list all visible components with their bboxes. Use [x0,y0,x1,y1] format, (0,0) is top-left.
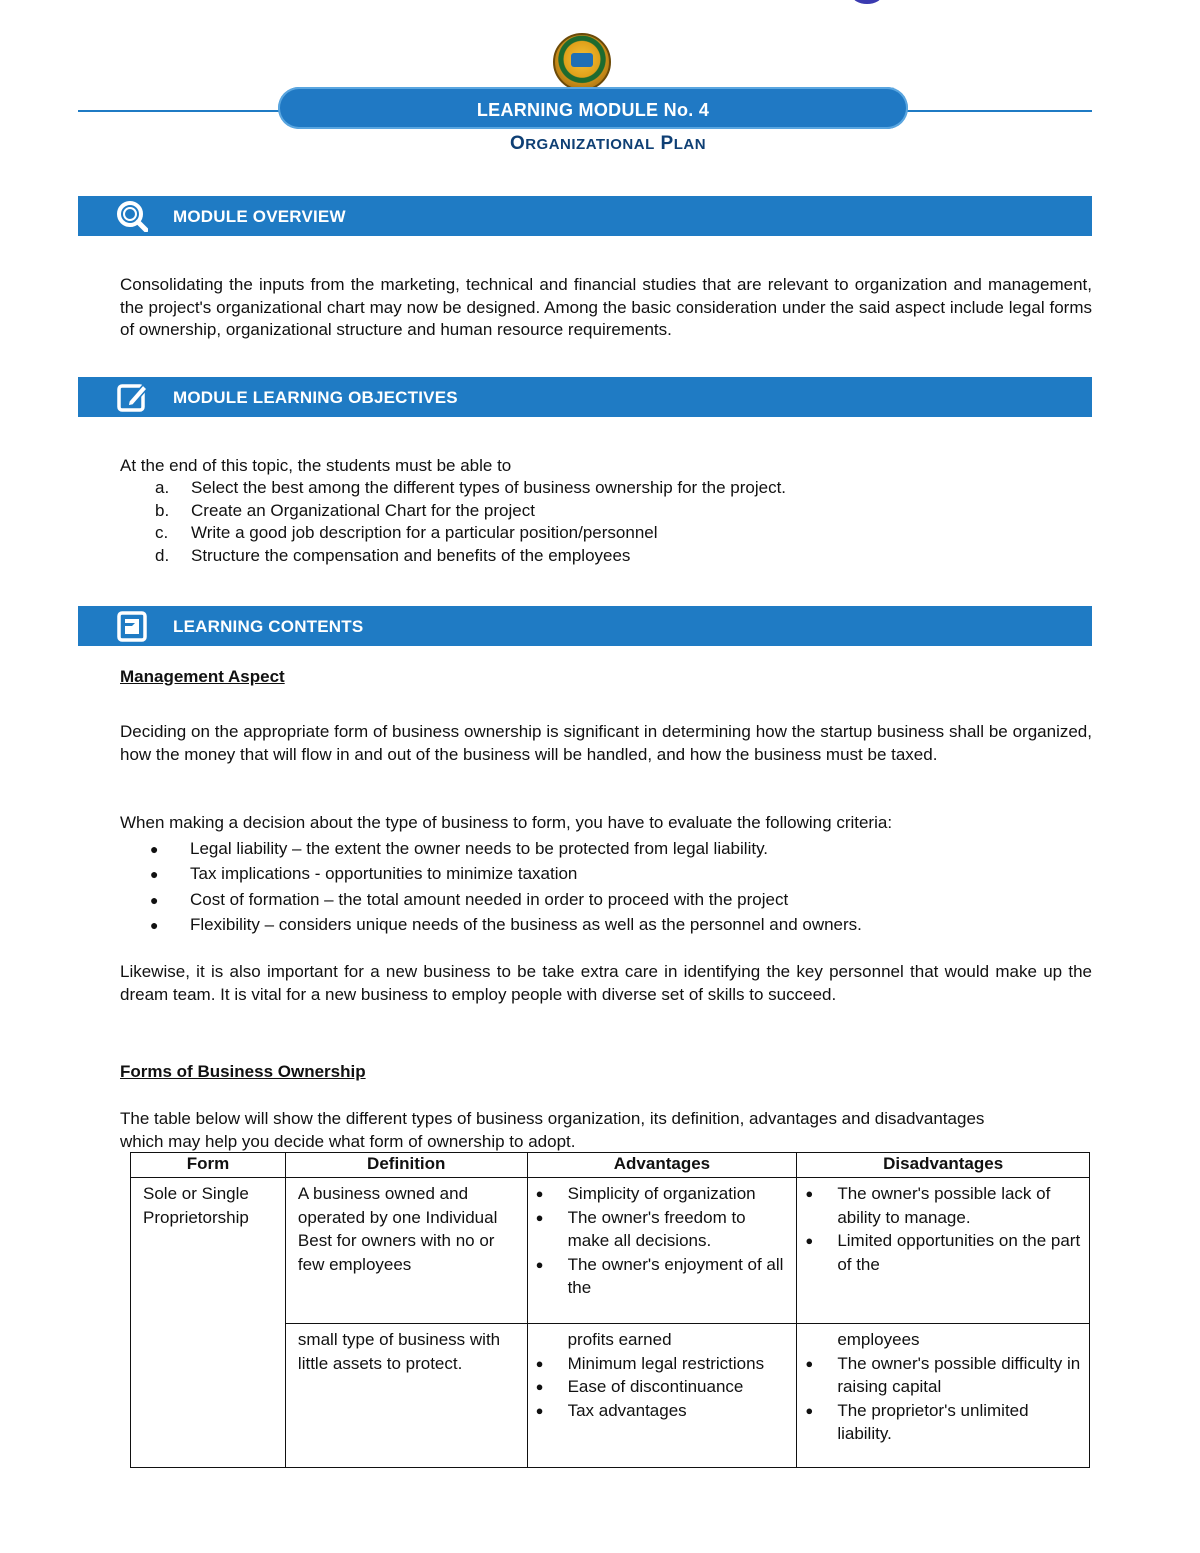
list-item: c. Write a good job description for a particular position/personnel [155,523,658,542]
column-header: Definition [285,1153,527,1178]
list-item: ● The proprietor's unlimited liability. [805,1400,1029,1443]
list-item: b. Create an Organizational Chart for the project [155,500,535,520]
column-header: Disadvantages [797,1153,1090,1178]
form-cell: Sole or Single Proprietorship [131,1178,286,1468]
forms-heading: Forms of Business Ownership [120,1062,366,1081]
corner-decoration [852,0,882,4]
list-item: ● The owner's possible difficulty in raising capital [805,1353,1081,1396]
list-item-continued: employees [837,1330,920,1349]
section-label-objectives: MODULE LEARNING OBJECTIVES [173,388,458,407]
list-item: ● Tax implications - opportunities to minimize taxation [150,864,578,884]
definition-cell: A business owned and operated by one Individual Best for owners with no or few employees [285,1178,527,1324]
definition-cell: small type of business with little assets to protect. [285,1324,527,1468]
document-icon [116,610,148,642]
column-header: Advantages [527,1153,797,1178]
table-row [131,1178,1090,1324]
disadvantages-cell [797,1324,1090,1468]
section-label-overview: MODULE OVERVIEW [173,207,346,226]
list-item: ● Ease of discontinuance [535,1377,744,1396]
list-item: ● Simplicity of organization [535,1184,756,1203]
management-paragraph-2: When making a decision about the type of business to form, you have to evaluate the following criteria: [120,813,893,832]
university-seal-logo [553,33,611,91]
forms-intro: The table below will show the different types of business organization, its definition, advantages and disadvantages which may help you decide what form of ownership to adopt. [120,1109,985,1151]
module-number: LEARNING MODULE No. 4 [476,100,710,120]
header-rule-right [898,110,1092,112]
list-item: ● Tax advantages [535,1400,687,1420]
advantages-cell [527,1178,797,1324]
list-item: ● Flexibility – considers unique needs of the business as well as the personnel and owners. [150,915,862,935]
column-header: Form [131,1153,286,1178]
section-bar-objectives [78,377,1092,417]
management-heading: Management Aspect [120,667,285,686]
list-item: ● Cost of formation – the total amount needed in order to proceed with the project [150,889,789,909]
list-item: ● The owner's enjoyment of all the [535,1254,784,1297]
list-item-continued: profits earned [567,1330,672,1349]
list-item: d. Structure the compensation and benefits of the employees [155,545,631,565]
business-forms-table [130,1152,1090,1468]
objectives-list [155,477,786,567]
section-label-contents: LEARNING CONTENTS [173,617,364,636]
table-header-row [131,1153,1090,1178]
list-item: ● Limited opportunities on the part of the [805,1231,1081,1274]
criteria-list [150,836,862,938]
list-item: ● The owner's possible lack of ability to manage. [805,1184,1051,1227]
section-bar-overview [78,196,1092,236]
objectives-intro: At the end of this topic, the students must be able to [120,456,512,475]
list-item: ● Legal liability – the extent the owner needs to be protected from legal liability. [150,838,769,858]
list-item: ● The owner's freedom to make all decisions. [535,1207,746,1250]
magnifier-icon [116,200,148,232]
section-bar-contents [78,606,1092,646]
management-paragraph-1: Deciding on the appropriate form of business ownership is significant in determining how the startup business shall be organized, how the money that will flow in and out of the business will be handled, and how the business must be taxed. [120,722,1092,764]
list-item: a. Select the best among the different types of business ownership for the project. [155,478,787,497]
edit-icon [116,381,148,413]
advantages-cell [527,1324,797,1468]
disadvantages-cell [797,1178,1090,1324]
management-paragraph-3: Likewise, it is also important for a new business to be take extra care in identifying the key personnel that would make up the dream team. It is vital for a new business to employ people with diverse set of skills to succeed. [120,962,1092,1004]
overview-text: Consolidating the inputs from the marketing, technical and financial studies that are relevant to organization and management, the project's organizational chart may now be designed. Among the basic consideration under the said aspect include legal forms of ownership, organizational structure and human resource requirements. [120,275,1092,339]
list-item: ● Minimum legal restrictions [535,1353,765,1373]
module-title: ORGANIZATIONAL PLAN [509,133,707,154]
header-rule-left [78,110,288,112]
